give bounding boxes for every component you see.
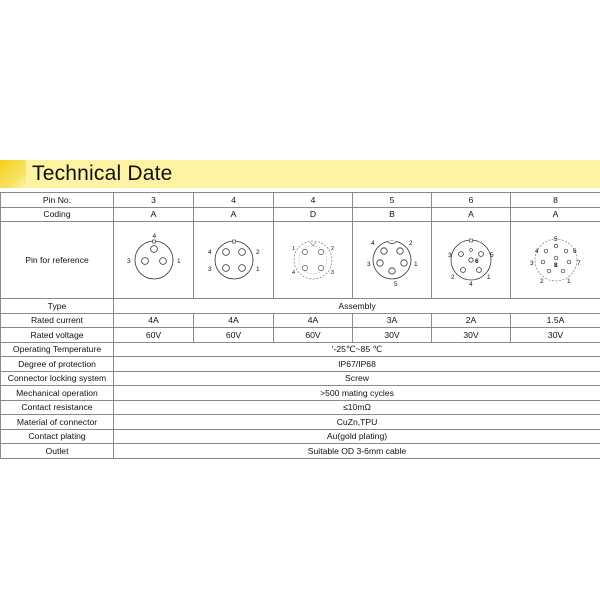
cell-value: '-25℃~85 ℃ [114,342,600,357]
pin-label: 4 [207,249,212,256]
page-title: Technical Date [32,162,173,185]
pin-diagram-4-a [198,229,270,291]
cell-value: CuZn,TPU [114,415,600,430]
cell-value: 4 [194,193,274,208]
cell-value: 3A [353,313,432,328]
row-label: Mechanical operation [1,386,114,401]
pin-label: 1 [487,274,491,281]
pin-diagram-cell [511,222,600,299]
row-label: Rated voltage [1,328,114,343]
pin-label: 2 [331,246,335,252]
cell-value: 60V [194,328,274,343]
pin-label: 2 [255,249,260,256]
pin-label: 4 [469,281,473,288]
pin-label: 5 [553,236,558,243]
pin-diagram-5-b [356,229,428,291]
cell-value: Suitable OD 3-6mm cable [114,444,600,459]
pin-label: 2 [539,278,544,285]
cell-value: 4A [194,313,274,328]
row-outlet [1,444,600,459]
pin-label: 6 [475,258,479,265]
cell-value: 4A [114,313,194,328]
pin-label: 1 [292,246,296,252]
row-label: Contact plating [1,429,114,444]
cell-value: A [114,207,194,222]
row-label: Pin for reference [1,222,114,299]
pin-label: 3 [331,270,335,276]
row-material [1,415,600,430]
pin-diagram-8-a [516,229,596,291]
pin-label: 2 [451,274,455,281]
cell-value: Assembly [114,299,600,314]
row-label: Coding [1,207,114,222]
cell-value: IP67/IP68 [114,357,600,372]
cell-value: 30V [511,328,600,343]
pin-diagram-cell [274,222,353,299]
row-operating-temperature [1,342,600,357]
row-degree-of-protection [1,357,600,372]
row-label: Outlet [1,444,114,459]
cell-value: 4A [274,313,353,328]
pin-label: 4 [292,270,296,276]
pin-label: 6 [572,248,577,255]
row-label: Degree of protection [1,357,114,372]
cell-value: 60V [274,328,353,343]
cell-value: A [511,207,600,222]
pin-label: 8 [553,262,558,269]
cell-value: 30V [353,328,432,343]
row-pin-no [1,193,600,208]
row-label: Pin No. [1,193,114,208]
row-connector-locking [1,371,600,386]
pin-label: 5 [394,281,398,288]
technical-data-table [0,192,600,459]
cell-value: 1.5A [511,313,600,328]
cell-value: 60V [114,328,194,343]
cell-value: ≤10mΩ [114,400,600,415]
pin-label: 1 [414,261,418,268]
pin-label: 3 [529,260,534,267]
pin-label: 3 [207,266,212,273]
pin-label: 7 [576,260,581,267]
pin-label: 1 [255,266,260,273]
banner-accent [0,160,26,188]
pin-diagram-3-a [118,229,190,291]
pin-label: 4 [152,233,156,240]
cell-value: 8 [511,193,600,208]
cell-value: 2A [432,313,511,328]
cell-value: Au(gold plating) [114,429,600,444]
cell-value: D [274,207,353,222]
cell-value: 6 [432,193,511,208]
pin-label: 1 [176,258,181,265]
row-pin-reference [1,222,600,299]
pin-diagram-cell [432,222,511,299]
pin-label: 4 [371,240,375,247]
cell-value: 30V [432,328,511,343]
row-rated-current [1,313,600,328]
cell-value: 4 [274,193,353,208]
pin-label: 3 [126,258,131,265]
row-coding [1,207,600,222]
pin-diagram-cell [114,222,194,299]
row-label: Connector locking system [1,371,114,386]
cell-value: 3 [114,193,194,208]
pin-label: 5 [490,252,494,259]
pin-diagram-cell [194,222,274,299]
cell-value: Screw [114,371,600,386]
pin-label: 2 [409,240,413,247]
row-mechanical-operation [1,386,600,401]
pin-diagram-4-d [277,229,349,291]
cell-value: >500 mating cycles [114,386,600,401]
pin-label: 3 [448,252,452,259]
pin-diagram-6-a [435,229,507,291]
row-contact-plating [1,429,600,444]
pin-label: 1 [566,278,571,285]
cell-value: A [432,207,511,222]
cell-value: B [353,207,432,222]
row-label: Type [1,299,114,314]
pin-diagram-cell [353,222,432,299]
pin-label: 4 [534,248,539,255]
row-label: Material of connector [1,415,114,430]
row-contact-resistance [1,400,600,415]
cell-value: A [194,207,274,222]
row-label: Contact resistance [1,400,114,415]
cell-value: 5 [353,193,432,208]
row-label: Operating Temperature [1,342,114,357]
row-type [1,299,600,314]
row-label: Rated current [1,313,114,328]
pin-label: 3 [367,261,371,268]
row-rated-voltage [1,328,600,343]
